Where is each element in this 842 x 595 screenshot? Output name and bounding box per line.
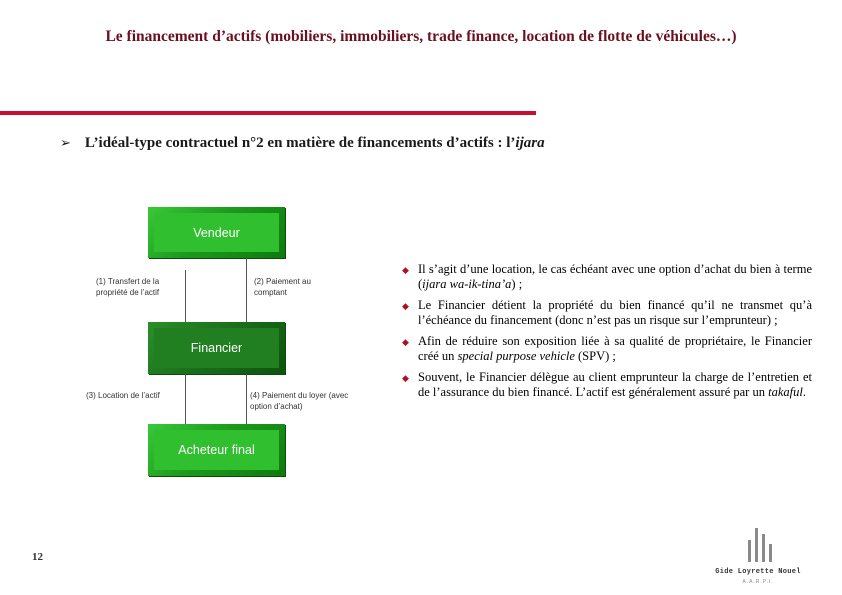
bullet-text: Afin de réduire son exposition liée à sa qualité de propriétaire, le Financier créé un bbox=[418, 334, 812, 363]
financier-label: Financier bbox=[154, 328, 279, 368]
list-item bbox=[402, 262, 812, 292]
connector-rent bbox=[246, 374, 248, 424]
list-item bbox=[402, 370, 812, 400]
arrow-bullet-icon: ➢ bbox=[60, 136, 71, 151]
list-item bbox=[402, 334, 812, 364]
bullet-emphasis: ijara wa-ik-tina’a bbox=[422, 277, 512, 291]
diamond-bullet-icon: ◆ bbox=[402, 302, 409, 312]
logo-subtitle: A.A.R.P.I. bbox=[742, 579, 774, 585]
flow-label-transfer: (1) Transfert de la propriété de l’actif bbox=[96, 277, 160, 297]
section-heading bbox=[60, 135, 545, 152]
section-heading-emphasis: ijara bbox=[515, 135, 545, 151]
list-item bbox=[402, 298, 812, 328]
flow-label-lease: (3) Location de l’actif bbox=[86, 391, 160, 400]
bullet-text: Le Financier détient la propriété du bien financé qu’il ne transmet qu’à l’échéance du financement (donc n’est pas un risque sur l’emprunteur) ; bbox=[418, 298, 812, 327]
connector-lease bbox=[185, 374, 187, 424]
seller-box bbox=[148, 207, 285, 258]
slide-title: Le financement d’actifs (mobiliers, immobiliers, trade finance, location de flotte de véhicules…) bbox=[105, 28, 737, 45]
bullet-text: Il s’agit d’une location, le cas échéant avec une option d’achat du bien à terme ( bbox=[418, 262, 812, 291]
diamond-bullet-icon: ◆ bbox=[402, 338, 409, 348]
bullet-text-end: ) ; bbox=[511, 277, 523, 291]
bullet-emphasis: takaful bbox=[768, 385, 803, 399]
buyer-box bbox=[148, 424, 285, 476]
flow-label-cash-payment: (2) Paiement au comptant bbox=[254, 277, 311, 297]
logo-name: Gide Loyrette Nouel bbox=[715, 568, 801, 576]
title-divider bbox=[0, 111, 536, 115]
section-heading-text: L’idéal-type contractuel n°2 en matière de financements d’actifs : l’ bbox=[84, 135, 516, 151]
bullet-list bbox=[402, 262, 812, 406]
bullet-text: Souvent, le Financier délègue au client emprunteur la charge de l’entretien et de l’assurance du bien financé. L’actif est généralement assuré par un bbox=[418, 370, 812, 399]
firm-logo bbox=[712, 528, 804, 588]
diamond-bullet-icon: ◆ bbox=[402, 266, 409, 276]
seller-label: Vendeur bbox=[154, 213, 279, 252]
financier-box bbox=[148, 322, 285, 374]
diamond-bullet-icon: ◆ bbox=[402, 374, 409, 384]
flow-label-rent-payment: (4) Paiement du loyer (avec option d’achat) bbox=[250, 391, 349, 411]
bullet-text-end: . bbox=[802, 385, 806, 399]
buyer-label: Acheteur final bbox=[154, 430, 279, 470]
bullet-emphasis: special purpose vehicle bbox=[457, 349, 575, 363]
logo-bars-icon bbox=[748, 528, 772, 562]
bullet-text-end: (SPV) ; bbox=[574, 349, 616, 363]
page-number: 12 bbox=[32, 551, 43, 563]
connector-transfer bbox=[185, 270, 196, 322]
connector-payment bbox=[246, 258, 248, 322]
